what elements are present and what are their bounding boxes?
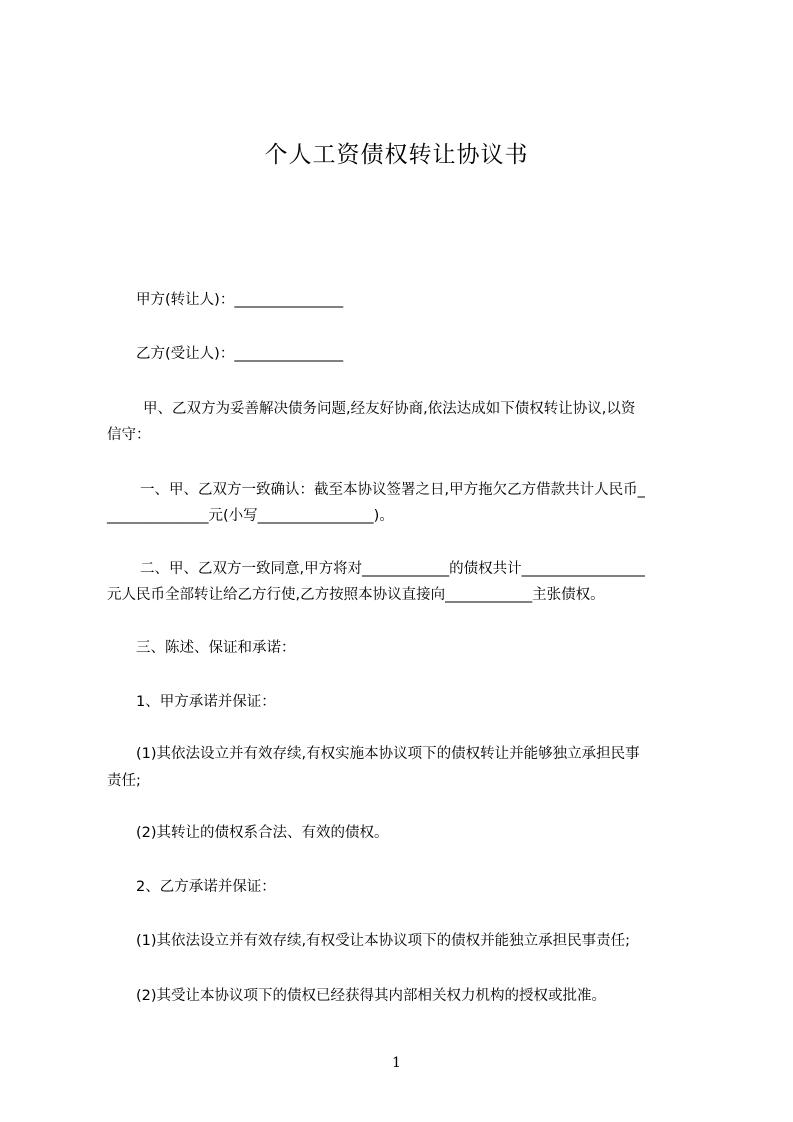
party-b-item-1: (1)其依法设立并有效存续,有权受让本协议项下的债权并能独立承担民事责任; [136,933,631,949]
clause-1-line-1: 一、甲、乙双方一致确认：截至本协议签署之日,甲方拖欠乙方借款共计人民币_ [140,482,645,498]
party-b-line: 乙方(受让人)：_______________ [136,346,344,362]
party-a-item-1-line-2: 责任; [107,773,141,789]
party-a-item-2: (2)其转让的债权系合法、有效的债权。 [136,825,389,841]
party-a-commitment-heading: 1、甲方承诺并保证： [136,694,276,710]
intro-line-1: 甲、乙双方为妥善解决债务问题,经友好协商,依法达成如下债权转让协议,以资 [143,401,636,417]
clause-3-heading: 三、陈述、保证和承诺： [136,640,296,656]
party-b-commitment-heading: 2、乙方承诺并保证： [136,879,276,895]
page-number: 1 [392,1055,401,1071]
party-a-line: 甲方(转让人)：_______________ [136,292,344,308]
party-b-item-2: (2)其受让本协议项下的债权已经获得其内部相关权力机构的授权或批准。 [136,988,607,1004]
intro-line-2: 信守： [107,427,151,443]
party-a-item-1-line-1: (1)其依法设立并有效存续,有权实施本协议项下的债权转让并能够独立承担民事 [136,746,640,762]
clause-1-line-2: ______________元(小写________________)。 [107,508,394,524]
clause-2-line-1: 二、甲、乙双方一致同意,甲方将对____________的债权共计_________________ [140,561,645,577]
document-title: 个人工资债权转让协议书 [264,142,529,168]
clause-2-line-2: 元人民币全部转让给乙方行使,乙方按照本协议直接向____________主张债权。 [107,587,605,603]
